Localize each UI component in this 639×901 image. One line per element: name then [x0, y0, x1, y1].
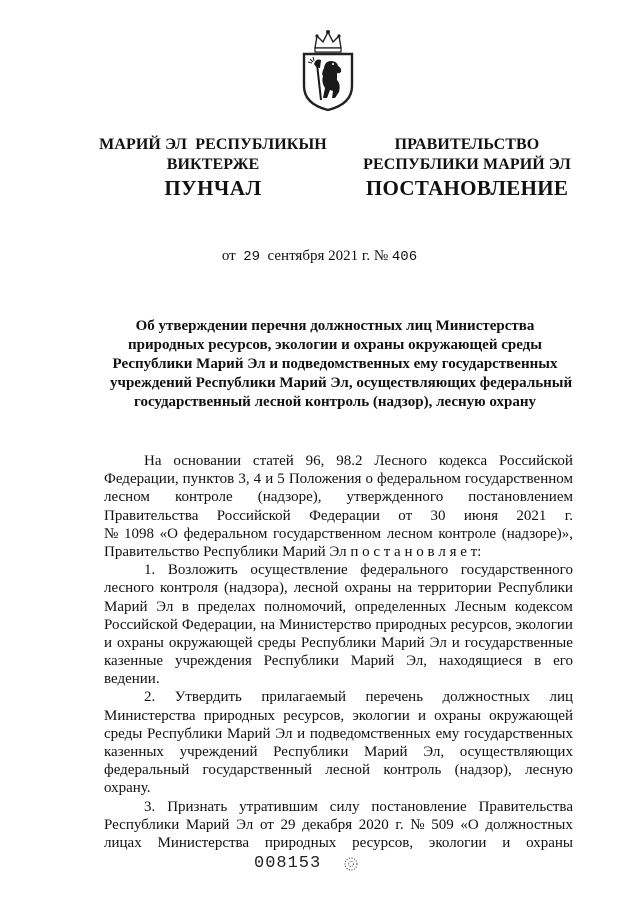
body-line: 3. Признать утратившим силу постановление Правительства [144, 798, 573, 815]
header-right-block [356, 135, 578, 175]
body-line: федеральный государственный лесной контроль (надзор), лесную [104, 762, 573, 779]
serial-number: 008153 [254, 854, 322, 873]
body-line: Марий Эл в пределах полномочий, определенных Лесным кодексом [104, 598, 573, 615]
body-line: На основании статей 96, 98.2 Лесного кодекса Российской [144, 453, 573, 469]
body-line: казенные учреждения Республики Марий Эл, находящиеся в его [104, 653, 573, 670]
body-line: казенных учреждений Республики Марий Эл, осуществляющих [104, 744, 573, 760]
body-line: 2. Утвердить прилагаемый перечень должностных лиц [144, 689, 573, 706]
header-right-line2: РЕСПУБЛИКИ МАРИЙ ЭЛ [363, 156, 571, 173]
header-right-doc-type: ПОСТАНОВЛЕНИЕ [365, 176, 569, 200]
header-left-line2: ВИКТЕРЖЕ [166, 156, 260, 173]
dotted-seal-icon [343, 856, 359, 872]
body-line: ведении. [104, 671, 160, 688]
date-prefix: от [221, 248, 236, 264]
body-line: лицах Министерства природных ресурсов, экологии и охраны [104, 834, 573, 851]
document-body [104, 452, 573, 852]
document-date-line [0, 247, 639, 266]
body-line: 1. Возложить осуществление федерального государственного [144, 562, 573, 579]
body-line: Федерации, пунктов 3, 4 и 5 Положения о федеральном государственном [104, 471, 573, 488]
body-line: лесном контроле (надзоре), утвержденного постановлением [104, 489, 573, 506]
body-line: Правительство Республики Марий Эл п о с т а н о в л я е т: [104, 543, 482, 560]
header-left-line1: МАРИЙ ЭЛ РЕСПУБЛИКЫН [99, 136, 327, 153]
header-left-block [98, 135, 328, 175]
coat-of-arms-icon [297, 28, 359, 112]
title-line: природных ресурсов, экологии и охраны окружающей среды [128, 337, 542, 353]
body-line: охрану. [104, 780, 151, 797]
title-line: Об утверждении перечня должностных лиц Министерства [135, 318, 535, 334]
body-line: и охраны окружающей среды Республики Марий Эл и государственные [104, 634, 573, 651]
body-line: среды Республики Марий Эл и подведомственных ему государственных [104, 725, 573, 742]
body-line: № 1098 «О федеральном государственном лесном контроле (надзоре)», [104, 525, 573, 542]
body-line: Министерства природных ресурсов, экологии и охраны окружающей [104, 707, 573, 724]
document-title [110, 317, 573, 412]
header-left-doc-type: ПУНЧАЛ [164, 176, 262, 200]
title-line: Республики Марий Эл и подведомственных ему государственных [112, 356, 558, 372]
header-right-line1: ПРАВИТЕЛЬСТВО [394, 136, 540, 153]
body-line: Правительства Российской Федерации от 30 июня 2021 г. [104, 507, 573, 524]
body-line: Российской Федерации, на Министерство природных ресурсов, экологии [104, 616, 573, 633]
body-line: лесного контроля (надзора), лесной охраны на территории Республики [104, 580, 573, 597]
document-number: 406 [391, 249, 418, 265]
title-line: государственный лесной контроль (надзор), лесную охрану [134, 394, 536, 410]
date-month-year: сентября 2021 г. № [267, 248, 389, 264]
title-line: учреждений Республики Марий Эл, осуществляющих федеральный [110, 375, 573, 391]
date-day: 29 [243, 249, 261, 265]
body-line: Республики Марий Эл от 29 декабря 2020 г. № 509 «О должностных [104, 816, 573, 833]
